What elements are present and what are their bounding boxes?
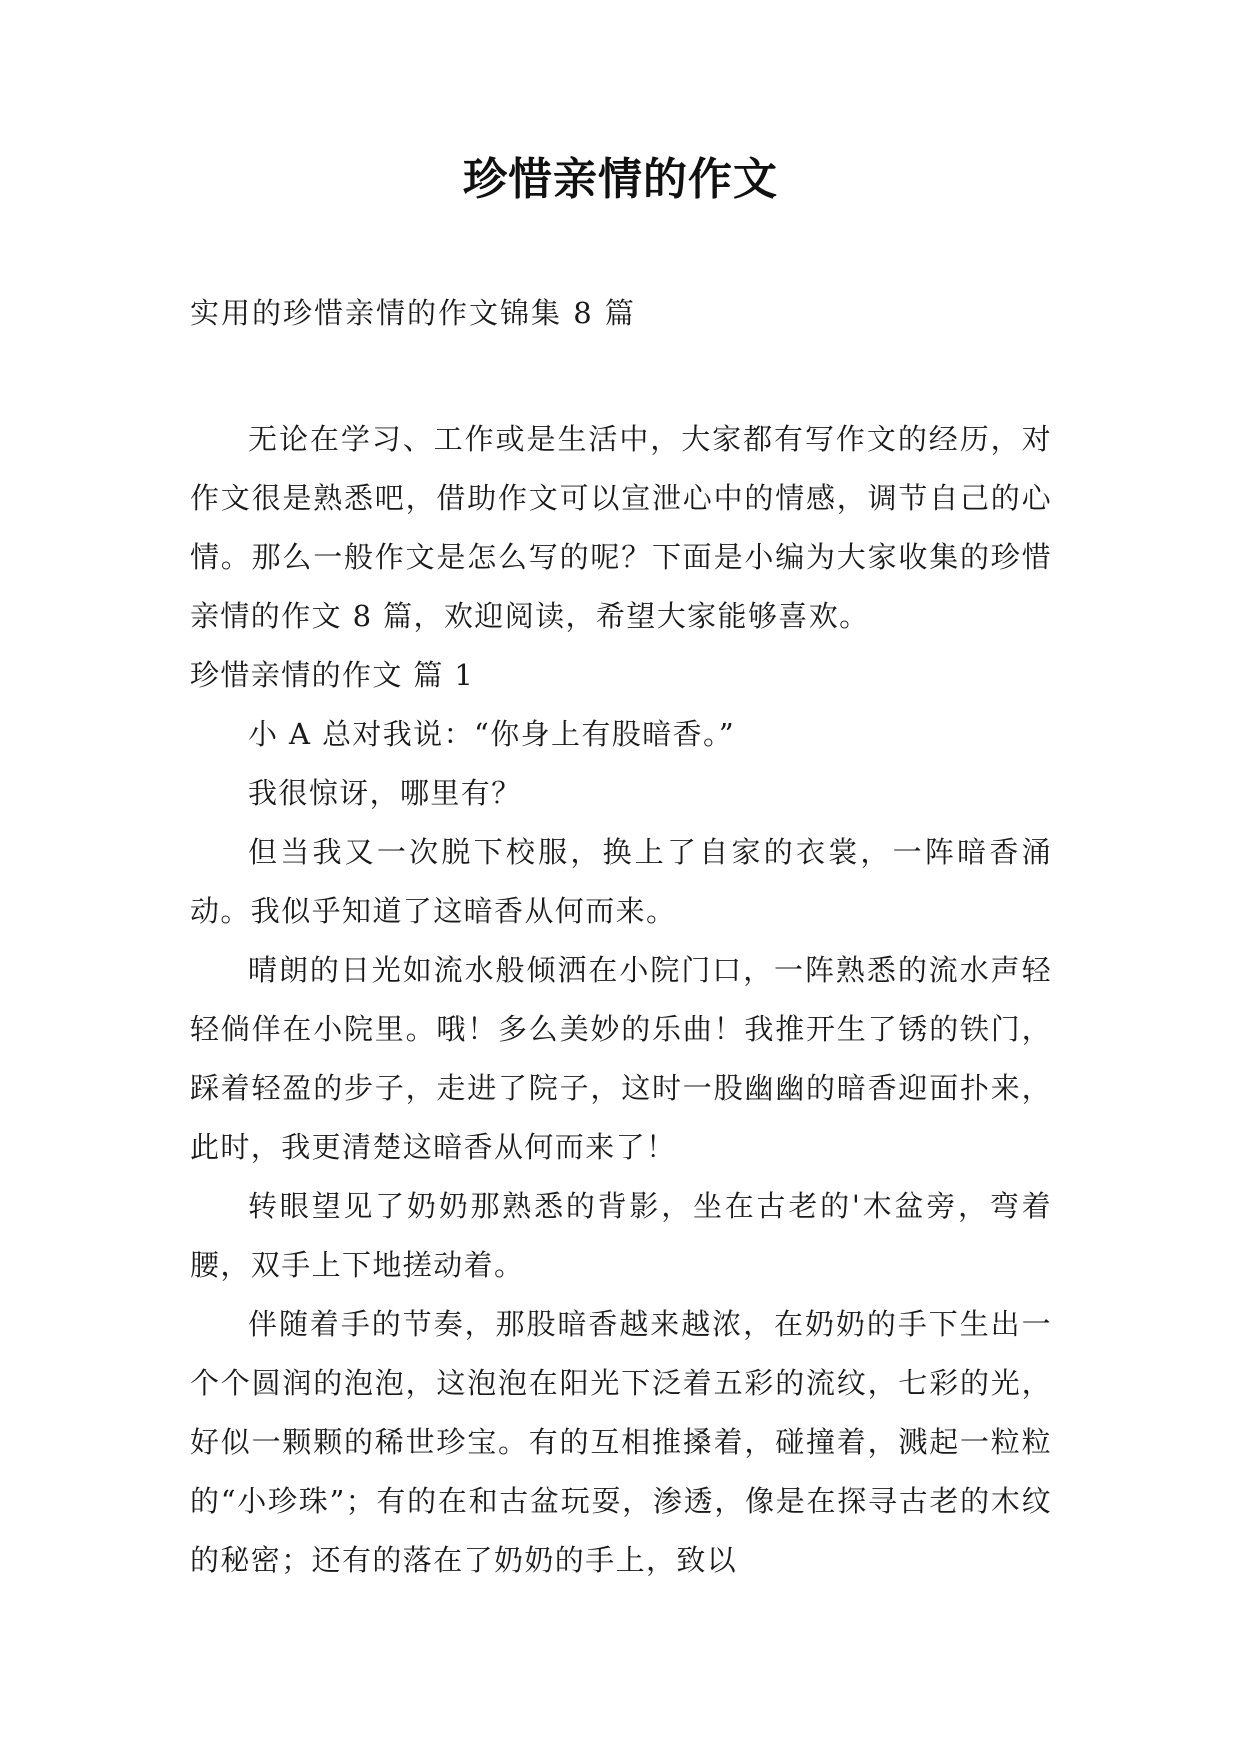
document-body: [190, 410, 1052, 1590]
section-heading: 珍惜亲情的作文 篇 1: [190, 658, 475, 692]
body-paragraph: 转眼望见了奶奶那熟悉的背影，坐在古老的'木盆旁，弯着腰，双手上下地搓动着。: [190, 1189, 1052, 1282]
body-paragraph: 晴朗的日光如流水般倾洒在小院门口，一阵熟悉的流水声轻轻倘佯在小院里。哦！多么美妙的乐曲！我推开生了锈的铁门，踩着轻盈的步子，走进了院子，这时一股幽幽的暗香迎面扑来，此时，我更清楚这暗香从何而来了！: [190, 953, 1052, 1164]
body-paragraph: 我很惊讶，哪里有？: [248, 776, 522, 810]
intro-paragraph: 无论在学习、工作或是生活中，大家都有写作文的经历，对作文很是熟悉吧，借助作文可以宣泄心中的情感，调节自己的心情。那么一般作文是怎么写的呢？下面是小编为大家收集的珍惜亲情的作文 8 篇，欢迎阅读，希望大家能够喜欢。: [190, 422, 1052, 633]
body-paragraph: 小 A 总对我说：“你身上有股暗香。”: [248, 717, 736, 751]
document-title: 珍惜亲情的作文: [463, 154, 778, 205]
document-subtitle: 实用的珍惜亲情的作文锦集 8 篇: [190, 296, 636, 330]
body-paragraph: 伴随着手的节奏，那股暗香越来越浓，在奶奶的手下生出一个个圆润的泡泡，这泡泡在阳光下泛着五彩的流纹，七彩的光，好似一颗颗的稀世珍宝。有的互相推搡着，碰撞着，溅起一粒粒的“小珍珠”；有的在和古盆玩耍，渗透，像是在探寻古老的木纹的秘密；还有的落在了奶奶的手上，致以: [190, 1307, 1052, 1577]
body-paragraph: 但当我又一次脱下校服，换上了自家的衣裳，一阵暗香涌动。我似乎知道了这暗香从何而来。: [190, 835, 1052, 928]
